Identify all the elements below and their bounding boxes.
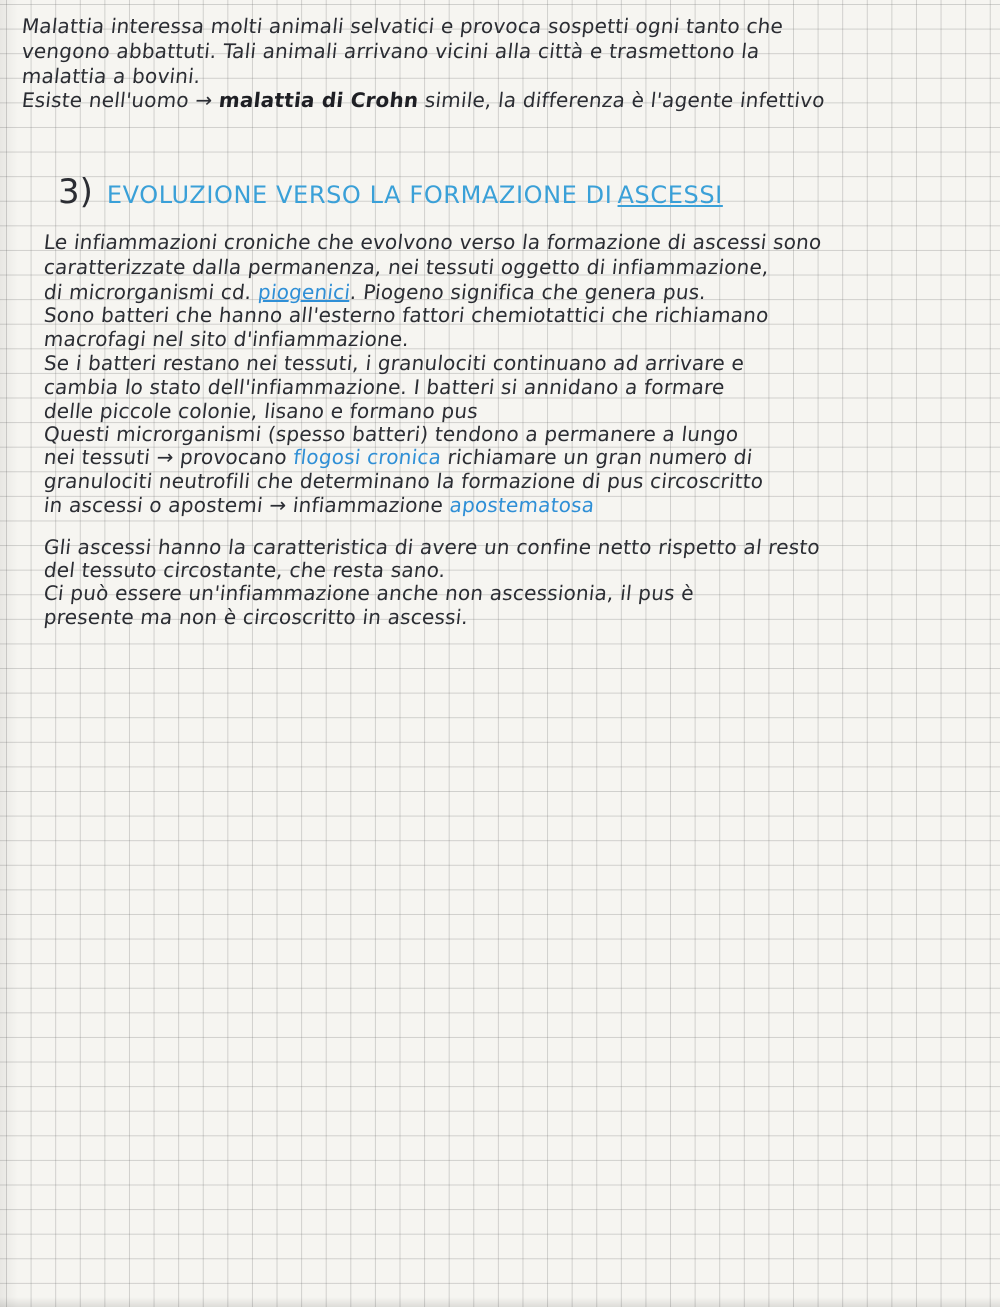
- crohn-line-after: simile, la differenza è l'agente infettivo: [417, 88, 827, 112]
- flogosi-cronica-term: flogosi cronica: [292, 445, 443, 469]
- closing-line-1: Gli ascessi hanno la caratteristica di avere un confine netto rispetto al resto: [42, 535, 822, 559]
- body-line-3-prefix: cd.: [219, 280, 260, 304]
- body-line-6: Se i batteri restano nei tessuti, i granulociti continuano ad arrivare e: [42, 351, 746, 375]
- body-line-3: [43, 280, 708, 304]
- closing-line-4: presente ma non è circoscritto in ascessi.: [42, 605, 470, 629]
- body-line-10-after: richiamare un gran numero di: [439, 445, 754, 469]
- crohn-line: [21, 88, 826, 112]
- body-line-5: macrofagi nel sito d'infiammazione.: [42, 327, 411, 351]
- closing-line-3: Ci può essere un'infiammazione anche non ascessionia, il pus è: [42, 581, 696, 605]
- body-line-7: cambia lo stato dell'infiammazione. I batteri si annidano a formare: [42, 375, 726, 399]
- section-title-keyword: ASCESSI: [617, 181, 723, 209]
- closing-line-2: del tessuto circostante, che resta sano.: [42, 558, 447, 582]
- body-line-11: granulociti neutrofili che determinano la formazione di pus circoscritto: [42, 469, 765, 493]
- section-title: EVOLUZIONE VERSO LA FORMAZIONE DI: [106, 181, 613, 209]
- body-line-3-after: . Piogeno significa che genera pus.: [348, 280, 708, 304]
- section-heading: [58, 172, 723, 212]
- apostematosa-term: apostematosa: [448, 493, 596, 517]
- intro-line-2: vengono abbattuti. Tali animali arrivano vicini alla città e trasmettono la: [20, 39, 761, 63]
- body-line-2: caratterizzate dalla permanenza, nei tessuti oggetto di infiammazione,: [42, 255, 770, 279]
- intro-line-3: malattia a bovini.: [20, 64, 202, 88]
- section-number: 3): [58, 172, 93, 212]
- intro-line-1: Malattia interessa molti animali selvatici e provoca sospetti ogni tanto che: [20, 14, 785, 38]
- crohn-line-before: Esiste nell'uomo →: [20, 88, 221, 112]
- body-line-12: [43, 493, 596, 517]
- piogenici-term: piogenici: [256, 280, 352, 304]
- body-line-1: Le infiammazioni croniche che evolvono verso la formazione di ascessi sono: [42, 230, 823, 254]
- body-line-3-before: di microrganismi: [42, 280, 223, 304]
- body-line-12-before: in ascessi o apostemi → infiammazione: [42, 493, 451, 517]
- body-line-10-before: nei tessuti → provocano: [42, 445, 295, 469]
- page-bottom-edge: [0, 1297, 1000, 1307]
- body-line-9: Questi microrganismi (spesso batteri) tendono a permanere a lungo: [42, 422, 740, 446]
- body-line-4: Sono batteri che hanno all'esterno fattori chemiotattici che richiamano: [42, 303, 770, 327]
- crohn-disease-term: malattia di Crohn: [217, 88, 420, 112]
- body-line-8: delle piccole colonie, lisano e formano pus: [42, 399, 480, 423]
- page-shadow: [0, 0, 18, 1307]
- body-line-10: [43, 445, 754, 469]
